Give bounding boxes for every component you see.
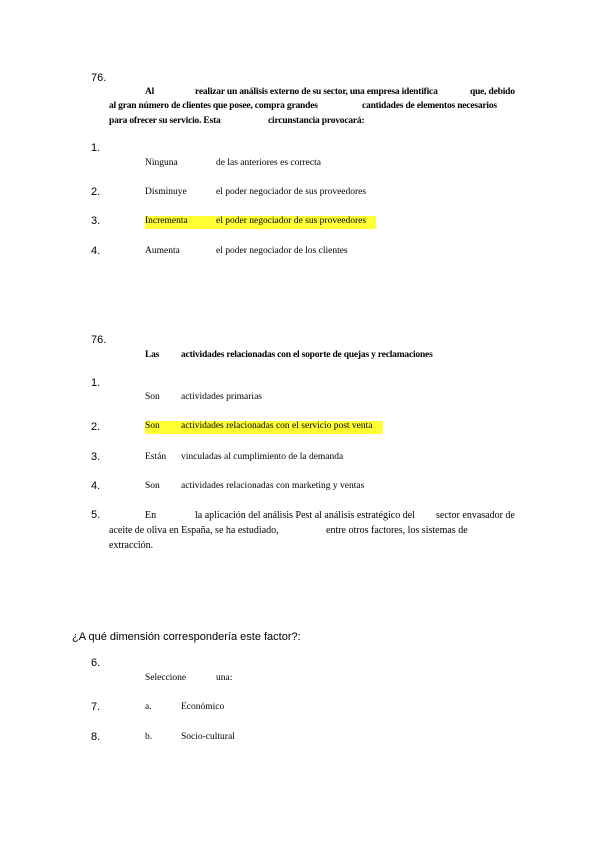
answer-option-text[interactable]: actividades relacionadas con marketing y ventas [181, 481, 365, 491]
answer-option-word: Incrementa [145, 216, 188, 226]
answer-option-text[interactable]: actividades primarias [181, 392, 262, 402]
option-number: 5. [91, 509, 101, 521]
option-number: 3. [91, 451, 101, 463]
paragraph-word: En [145, 510, 157, 521]
select-label: Seleccione [145, 673, 187, 683]
option-number: 1. [91, 142, 101, 154]
answer-option-text[interactable]: vinculadas al cumplimiento de la demanda [181, 452, 344, 462]
answer-option-word[interactable]: Son [145, 481, 160, 491]
option-number: 7. [91, 701, 101, 713]
answer-option-letter[interactable]: b. [145, 732, 153, 742]
question-text: ¿A qué dimensión correspondería este factor?: [72, 631, 301, 643]
answer-option-text: actividades relacionadas con el servicio post venta [181, 421, 373, 431]
question-text: para ofrecer su servicio. Esta [109, 116, 221, 126]
paragraph-text: extracción. [109, 540, 154, 551]
question-text-word: Al [145, 87, 155, 97]
answer-option-word[interactable]: Están [145, 452, 167, 462]
option-number: 2. [91, 186, 101, 198]
question-text: al gran número de clientes que posee, compra grandes [109, 101, 318, 111]
option-number: 4. [91, 480, 101, 492]
answer-option-highlighted[interactable] [145, 216, 376, 229]
select-label: una: [216, 673, 233, 683]
question-text: circunstancia provocará: [268, 116, 365, 126]
question-number: 76. [91, 72, 107, 84]
question-text: realizar un análisis externo de su sector, una empresa identifica [195, 87, 438, 97]
answer-option-text[interactable]: Económico [181, 702, 225, 712]
answer-option-text[interactable]: el poder negociador de los clientes [216, 246, 348, 256]
option-number: 3. [91, 215, 101, 227]
option-number: 4. [91, 245, 101, 257]
question-number: 76. [91, 334, 107, 346]
answer-option-text[interactable]: Socio-cultural [181, 732, 235, 742]
paragraph-text: sector envasador de [436, 510, 515, 521]
question-text: que, debido [470, 87, 515, 97]
answer-option-text: el poder negociador de sus proveedores [216, 216, 367, 226]
option-number: 1. [91, 377, 101, 389]
question-text: cantidades de elementos necesarios [362, 101, 497, 111]
paragraph-text: la aplicación del análisis Pest al análisis estratégico del [195, 510, 415, 521]
answer-option-letter[interactable]: a. [145, 702, 152, 712]
answer-option-word[interactable]: Ninguna [145, 158, 178, 168]
paragraph-text: entre otros factores, los sistemas de [326, 525, 468, 536]
answer-option-text[interactable]: de las anteriores es correcta [216, 158, 321, 168]
question-text-word: Las [145, 350, 160, 360]
option-number: 6. [91, 657, 101, 669]
question-text: actividades relacionadas con el soporte de quejas y reclamaciones [181, 350, 433, 360]
paragraph-text: aceite de oliva en España, se ha estudiado, [109, 525, 279, 536]
answer-option-word[interactable]: Son [145, 392, 160, 402]
answer-option-text[interactable]: el poder negociador de sus proveedores [216, 187, 367, 197]
option-number: 2. [91, 421, 101, 433]
answer-option-word[interactable]: Disminuye [145, 187, 187, 197]
option-number: 8. [91, 731, 101, 743]
answer-option-highlighted[interactable] [145, 421, 383, 434]
answer-option-word[interactable]: Aumenta [145, 246, 180, 256]
answer-option-word: Son [145, 421, 160, 431]
